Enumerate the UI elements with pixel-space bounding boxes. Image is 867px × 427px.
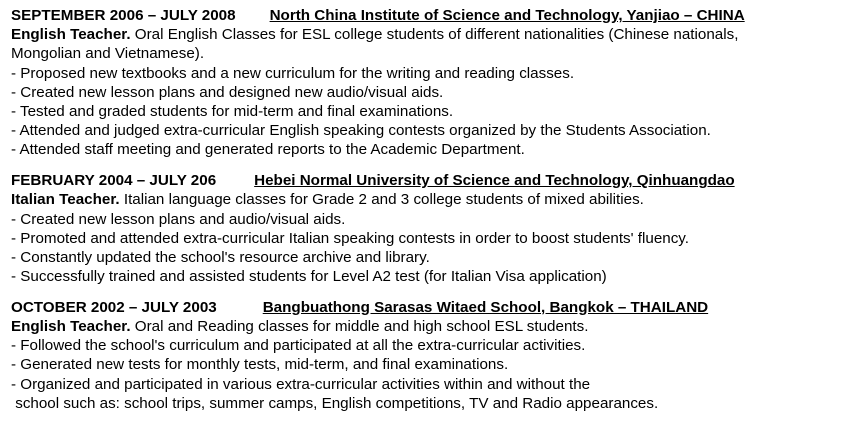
section-heading xyxy=(11,298,857,317)
experience-section-3 xyxy=(11,298,857,413)
employment-dates: SEPTEMBER 2006 – JULY 2008 xyxy=(11,7,236,24)
list-item: - Proposed new textbooks and a new curriculum for the writing and reading classes. xyxy=(11,64,575,82)
description-text: Italian language classes for Grade 2 and 3 college students of mixed abilities. xyxy=(119,191,644,209)
institution-name: Hebei Normal University of Science and Technology, Qinhuangdao xyxy=(254,172,735,190)
experience-section-1 xyxy=(11,6,857,160)
list-item: - Attended and judged extra-curricular English speaking contests organized by the Students Association. xyxy=(11,122,711,140)
list-item: - Created new lesson plans and designed new audio/visual aids. xyxy=(11,83,444,101)
description-continuation: Mongolian and Vietnamese). xyxy=(11,45,205,63)
section-heading xyxy=(11,171,857,190)
list-item: - Successfully trained and assisted students for Level A2 test (for Italian Visa application) xyxy=(11,268,607,286)
role-description xyxy=(11,25,857,44)
role-description xyxy=(11,317,857,336)
list-item: - Followed the school's curriculum and participated at all the extra-curricular activities. xyxy=(11,337,586,355)
institution-name: North China Institute of Science and Technology, Yanjiao – CHINA xyxy=(269,7,745,24)
list-item: - Promoted and attended extra-curricular Italian speaking contests in order to boost students' fluency. xyxy=(11,229,689,247)
institution-name: Bangbuathong Sarasas Witaed School, Bangkok – THAILAND xyxy=(262,298,709,316)
resume-document xyxy=(11,6,857,413)
role-title: English Teacher. xyxy=(11,318,131,336)
list-item: school such as: school trips, summer camps, English competitions, TV and Radio appearances. xyxy=(11,394,659,412)
role-description xyxy=(11,190,857,209)
list-item: - Generated new tests for monthly tests, mid-term, and final examinations. xyxy=(11,356,509,374)
section-heading xyxy=(11,6,857,25)
role-title: English Teacher. xyxy=(11,26,131,44)
list-item: - Tested and graded students for mid-term and final examinations. xyxy=(11,103,454,121)
employment-dates: FEBRUARY 2004 – JULY 206 xyxy=(11,172,217,190)
role-title: Italian Teacher. xyxy=(11,191,120,209)
experience-section-2 xyxy=(11,171,857,286)
list-item: - Attended staff meeting and generated reports to the Academic Department. xyxy=(11,141,525,159)
list-item: - Constantly updated the school's resource archive and library. xyxy=(11,248,430,266)
list-item: - Organized and participated in various extra-curricular activities within and without the xyxy=(11,375,591,393)
description-text: Oral and Reading classes for middle and high school ESL students. xyxy=(130,318,589,336)
list-item: - Created new lesson plans and audio/visual aids. xyxy=(11,210,346,228)
employment-dates: OCTOBER 2002 – JULY 2003 xyxy=(11,298,217,316)
description-text: Oral English Classes for ESL college students of different nationalities (Chinese nationals, xyxy=(130,26,739,44)
